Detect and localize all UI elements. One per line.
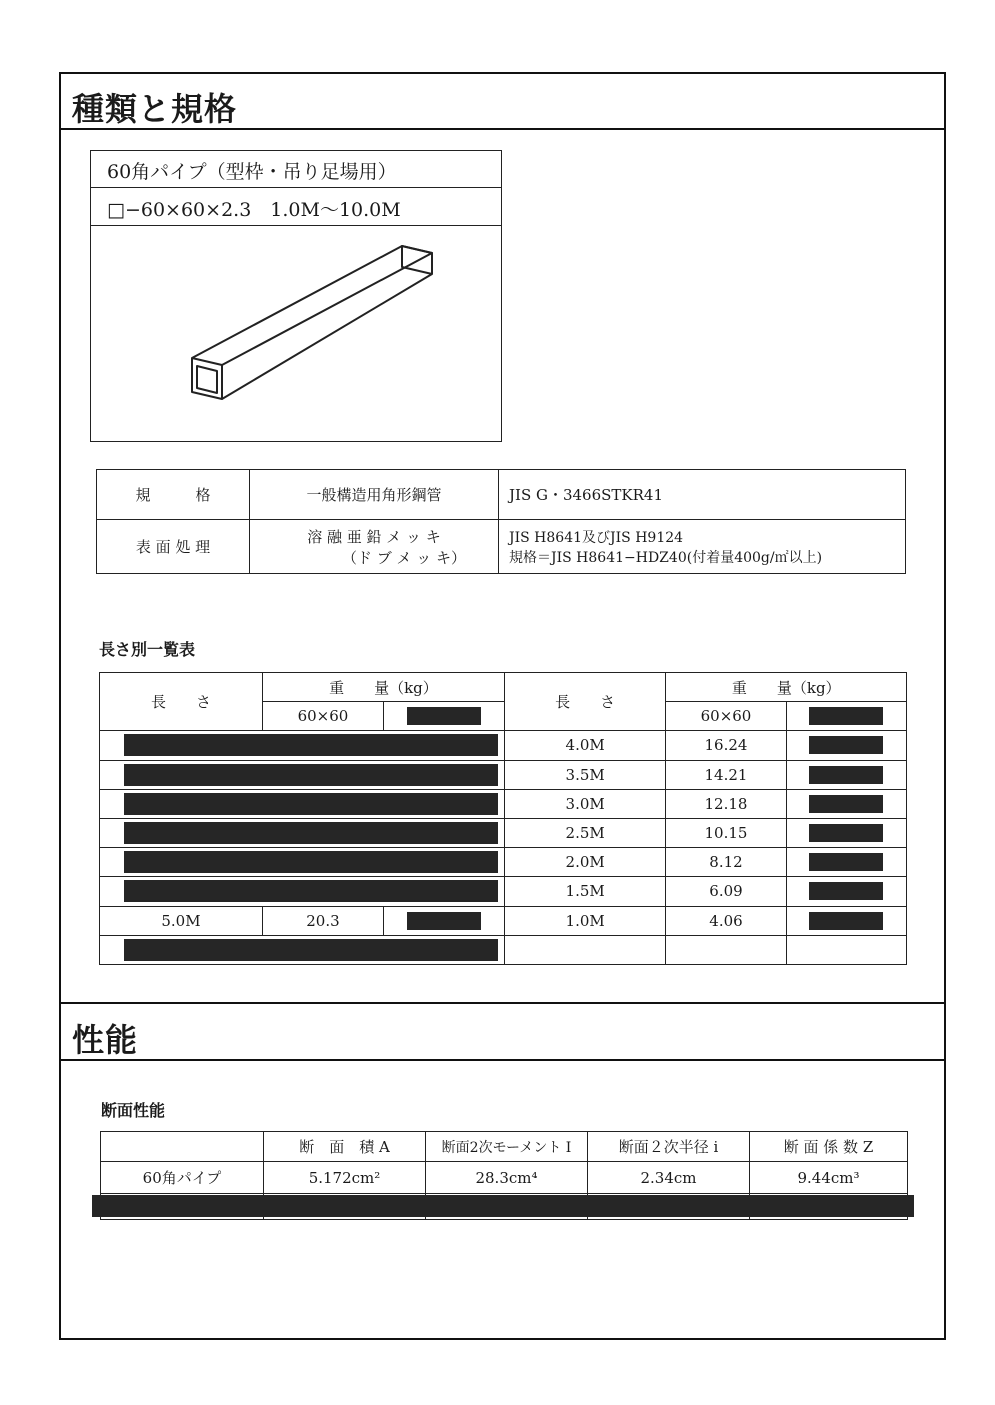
product-spec: □−60×60×2.3 1.0M〜10.0M bbox=[107, 199, 401, 221]
redacted-cell bbox=[809, 766, 883, 784]
table-row-weight: 10.15 bbox=[666, 818, 786, 847]
redacted-cell bbox=[407, 912, 481, 930]
perf-header-moment: 断面2次モーメント I bbox=[426, 1132, 588, 1162]
table-row-weight: 8.12 bbox=[666, 848, 786, 877]
redacted-row bbox=[124, 793, 498, 815]
perf-header-modulus: 断 面 係 数 Z bbox=[750, 1132, 908, 1162]
col-header-weight-left: 重 量（kg） bbox=[262, 673, 504, 702]
redacted-row bbox=[124, 822, 498, 844]
col-header-size-left: 60×60 bbox=[262, 702, 383, 731]
table-row-length: 2.5M bbox=[504, 818, 666, 847]
redacted-row bbox=[92, 1195, 914, 1217]
table-row-weight: 16.24 bbox=[666, 731, 786, 760]
product-name: 60角パイプ（型枠・吊り足場用） bbox=[107, 161, 397, 183]
section-divider bbox=[59, 1002, 946, 1004]
perf-row-modulus: 9.44cm³ bbox=[750, 1162, 908, 1194]
product-box bbox=[90, 150, 502, 442]
spec-value-surface-sub: （ド ブ メ ッ キ） bbox=[341, 548, 467, 567]
spec-value-surface-jis: JIS H8641及びJIS H9124 bbox=[509, 529, 684, 546]
spec-table bbox=[96, 469, 906, 574]
length-table bbox=[99, 672, 907, 965]
col-header-length-left: 長 さ bbox=[100, 673, 263, 731]
redacted-row bbox=[124, 880, 498, 902]
table-row-length: 5.0M bbox=[100, 906, 263, 935]
perf-row-area: 5.172cm² bbox=[264, 1162, 426, 1194]
table-row-length: 2.0M bbox=[504, 848, 666, 877]
spec-value-jis: JIS G・3466STKR41 bbox=[499, 470, 906, 520]
table-row-length: 4.0M bbox=[504, 731, 666, 760]
redacted-cell bbox=[809, 882, 883, 900]
section-heading-types: 種類と規格 bbox=[72, 90, 238, 128]
col-header-size-right: 60×60 bbox=[666, 702, 786, 731]
table-row-weight: 14.21 bbox=[666, 760, 786, 789]
table-row-length: 3.0M bbox=[504, 789, 666, 818]
redacted-cell bbox=[809, 853, 883, 871]
table-row-weight: 6.09 bbox=[666, 877, 786, 906]
table-row-length: 1.5M bbox=[504, 877, 666, 906]
perf-header-area: 断 面 積 A bbox=[264, 1132, 426, 1162]
spec-value-surface: 溶 融 亜 鉛 メ ッ キ bbox=[307, 527, 441, 546]
table-row-weight: 4.06 bbox=[666, 906, 786, 935]
redacted-row bbox=[124, 851, 498, 873]
table-row-length: 3.5M bbox=[504, 760, 666, 789]
redacted-row bbox=[124, 939, 498, 961]
redacted-cell bbox=[809, 795, 883, 813]
spec-label-standard: 規 格 bbox=[97, 470, 250, 520]
perf-row-name: 60角パイプ bbox=[101, 1162, 264, 1194]
redacted-column-header bbox=[809, 707, 883, 725]
redacted-column-header bbox=[407, 707, 481, 725]
performance-table-title: 断面性能 bbox=[101, 1101, 166, 1120]
table-row-length: 1.0M bbox=[504, 906, 666, 935]
redacted-cell bbox=[809, 824, 883, 842]
perf-row-moment: 28.3cm⁴ bbox=[426, 1162, 588, 1194]
heading-divider bbox=[59, 1059, 946, 1061]
perf-row-radius: 2.34cm bbox=[588, 1162, 750, 1194]
redacted-cell bbox=[809, 736, 883, 754]
redacted-cell bbox=[809, 912, 883, 930]
table-row-weight: 20.3 bbox=[262, 906, 383, 935]
col-header-length-right: 長 さ bbox=[504, 673, 666, 731]
spec-value-standard: 一般構造用角形鋼管 bbox=[250, 470, 499, 520]
redacted-row bbox=[124, 764, 498, 786]
square-pipe-illustration bbox=[91, 226, 501, 441]
table-row-weight: 12.18 bbox=[666, 789, 786, 818]
heading-divider bbox=[59, 128, 946, 130]
length-table-title: 長さ別一覧表 bbox=[99, 640, 196, 659]
spec-label-surface: 表 面 処 理 bbox=[97, 520, 250, 574]
redacted-row bbox=[124, 734, 498, 756]
col-header-weight-right: 重 量（kg） bbox=[666, 673, 907, 702]
spec-value-surface-grade: 規格＝JIS H8641−HDZ40(付着量400g/㎡以上) bbox=[509, 549, 823, 566]
perf-header-radius: 断面２次半径 i bbox=[588, 1132, 750, 1162]
section-heading-performance: 性能 bbox=[72, 1021, 139, 1059]
